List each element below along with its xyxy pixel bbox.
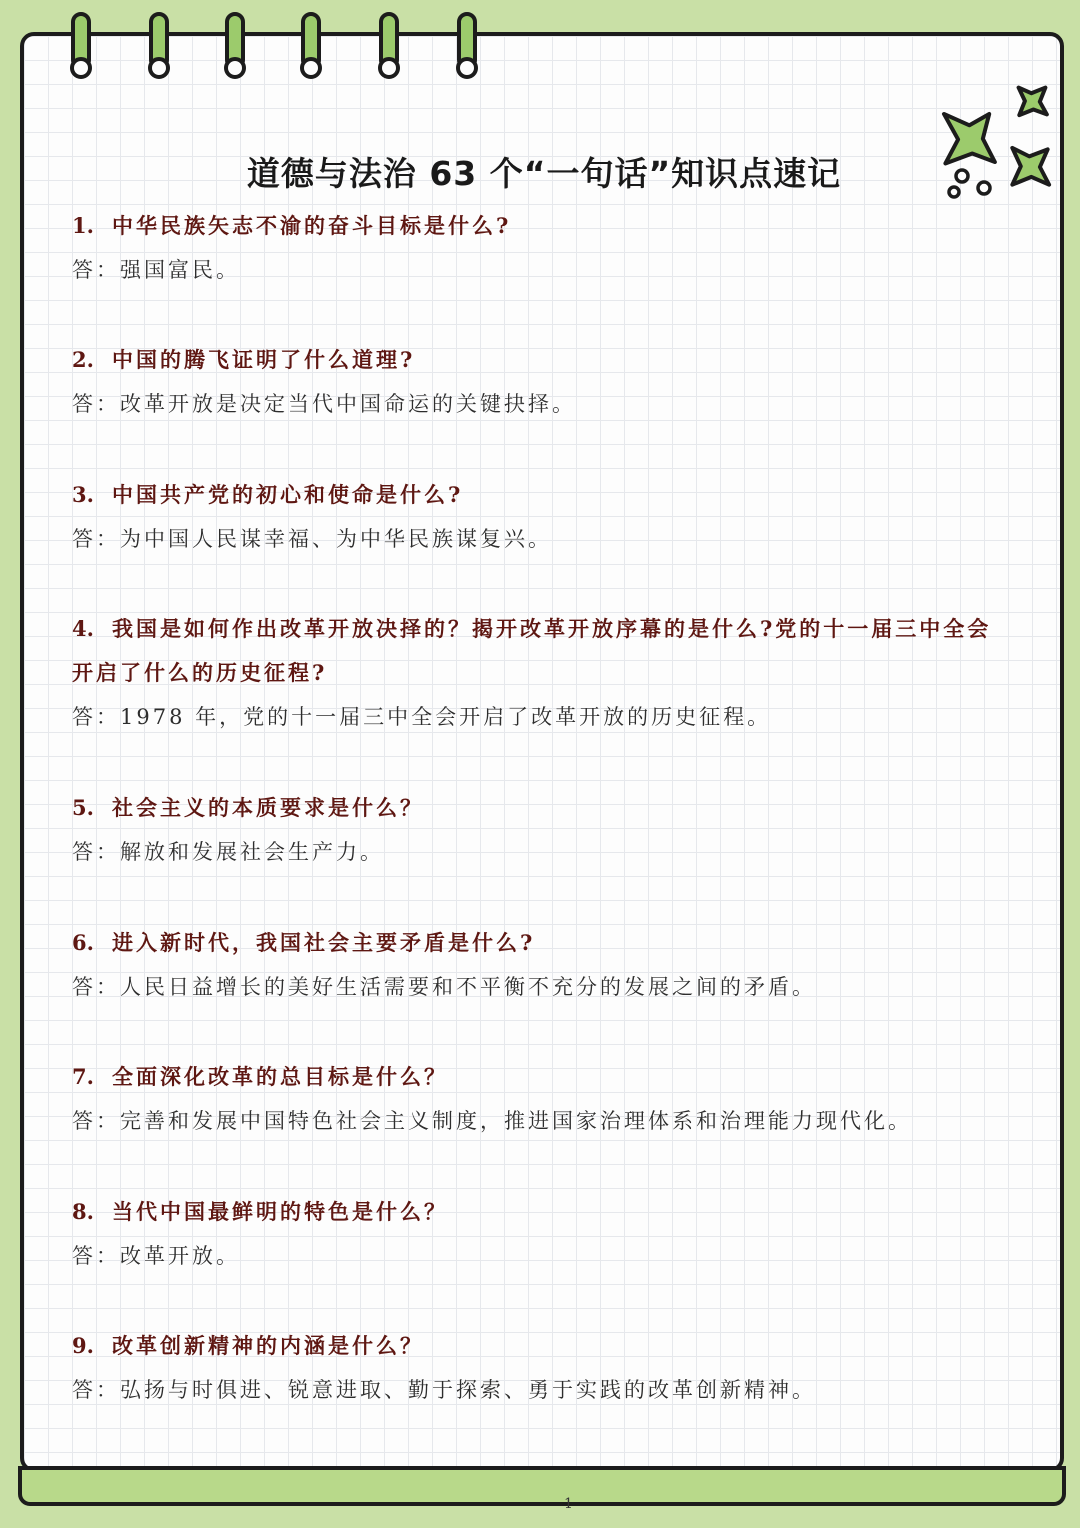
answer-4: 答：1978 年，党的十一届三中全会开启了改革开放的历史征程。 — [72, 705, 772, 729]
spiral-ring-icon — [452, 12, 482, 82]
answer-9: 答：弘扬与时俱进、锐意进取、勤于探索、勇于实践的改革创新精神。 — [72, 1378, 816, 1402]
question-1: 1. 中华民族矢志不渝的奋斗目标是什么? — [72, 213, 512, 238]
question-4: 4. 我国是如何作出改革开放决择的？揭开改革开放序幕的是什么?党的十一届三中全会 — [72, 616, 992, 641]
answer-7: 答：完善和发展中国特色社会主义制度，推进国家治理体系和治理能力现代化。 — [72, 1109, 912, 1133]
qa-item-8 — [72, 1190, 1060, 1278]
spiral-ring-icon — [296, 12, 326, 82]
question-9: 9. 改革创新精神的内涵是什么？ — [72, 1333, 424, 1358]
qa-item-2 — [72, 338, 1060, 426]
question-5: 5. 社会主义的本质要求是什么？ — [72, 795, 424, 820]
circle-dot-icon — [949, 187, 959, 197]
sparkle-star-icon — [994, 131, 1064, 203]
notebook-page — [20, 32, 1064, 1472]
spiral-ring-icon — [220, 12, 250, 82]
sparkle-star-icon — [924, 91, 1016, 187]
answer-8: 答：改革开放。 — [72, 1244, 240, 1268]
answer-2: 答：改革开放是决定当代中国命运的关键抉择。 — [72, 392, 576, 416]
question-6: 6. 进入新时代，我国社会主要矛盾是什么? — [72, 930, 536, 955]
circle-dot-icon — [978, 182, 990, 194]
qa-item-1 — [72, 204, 1060, 292]
answer-5: 答：解放和发展社会生产力。 — [72, 840, 384, 864]
sparkle-decoration-icon — [924, 76, 1064, 206]
qa-item-7 — [72, 1055, 1060, 1143]
qa-item-3 — [72, 473, 1060, 561]
qa-item-5 — [72, 786, 1060, 874]
question-4-continued: 开启了什么的历史征程? — [72, 660, 328, 685]
question-7: 7. 全面深化改革的总目标是什么？ — [72, 1064, 448, 1089]
spiral-ring-icon — [374, 12, 404, 82]
qa-item-6 — [72, 921, 1060, 1009]
question-8: 8. 当代中国最鲜明的特色是什么？ — [72, 1199, 448, 1224]
page-title: 道德与法治 63 个“一句话”知识点速记 — [246, 154, 842, 193]
question-3: 3. 中国共产党的初心和使命是什么? — [72, 482, 464, 507]
sparkle-star-icon — [1005, 76, 1059, 129]
qa-item-9 — [72, 1324, 1060, 1412]
circle-dot-icon — [956, 170, 968, 182]
spiral-ring-icon — [144, 12, 174, 82]
question-2: 2. 中国的腾飞证明了什么道理? — [72, 347, 416, 372]
qa-item-4 — [72, 607, 1060, 739]
answer-6: 答：人民日益增长的美好生活需要和不平衡不充分的发展之间的矛盾。 — [72, 975, 816, 999]
spiral-ring-icon — [66, 12, 96, 82]
page-number: 1 — [564, 1496, 573, 1512]
answer-1: 答：强国富民。 — [72, 258, 240, 282]
answer-3: 答：为中国人民谋幸福、为中华民族谋复兴。 — [72, 527, 552, 551]
notebook-bottom-edge — [18, 1466, 1066, 1506]
